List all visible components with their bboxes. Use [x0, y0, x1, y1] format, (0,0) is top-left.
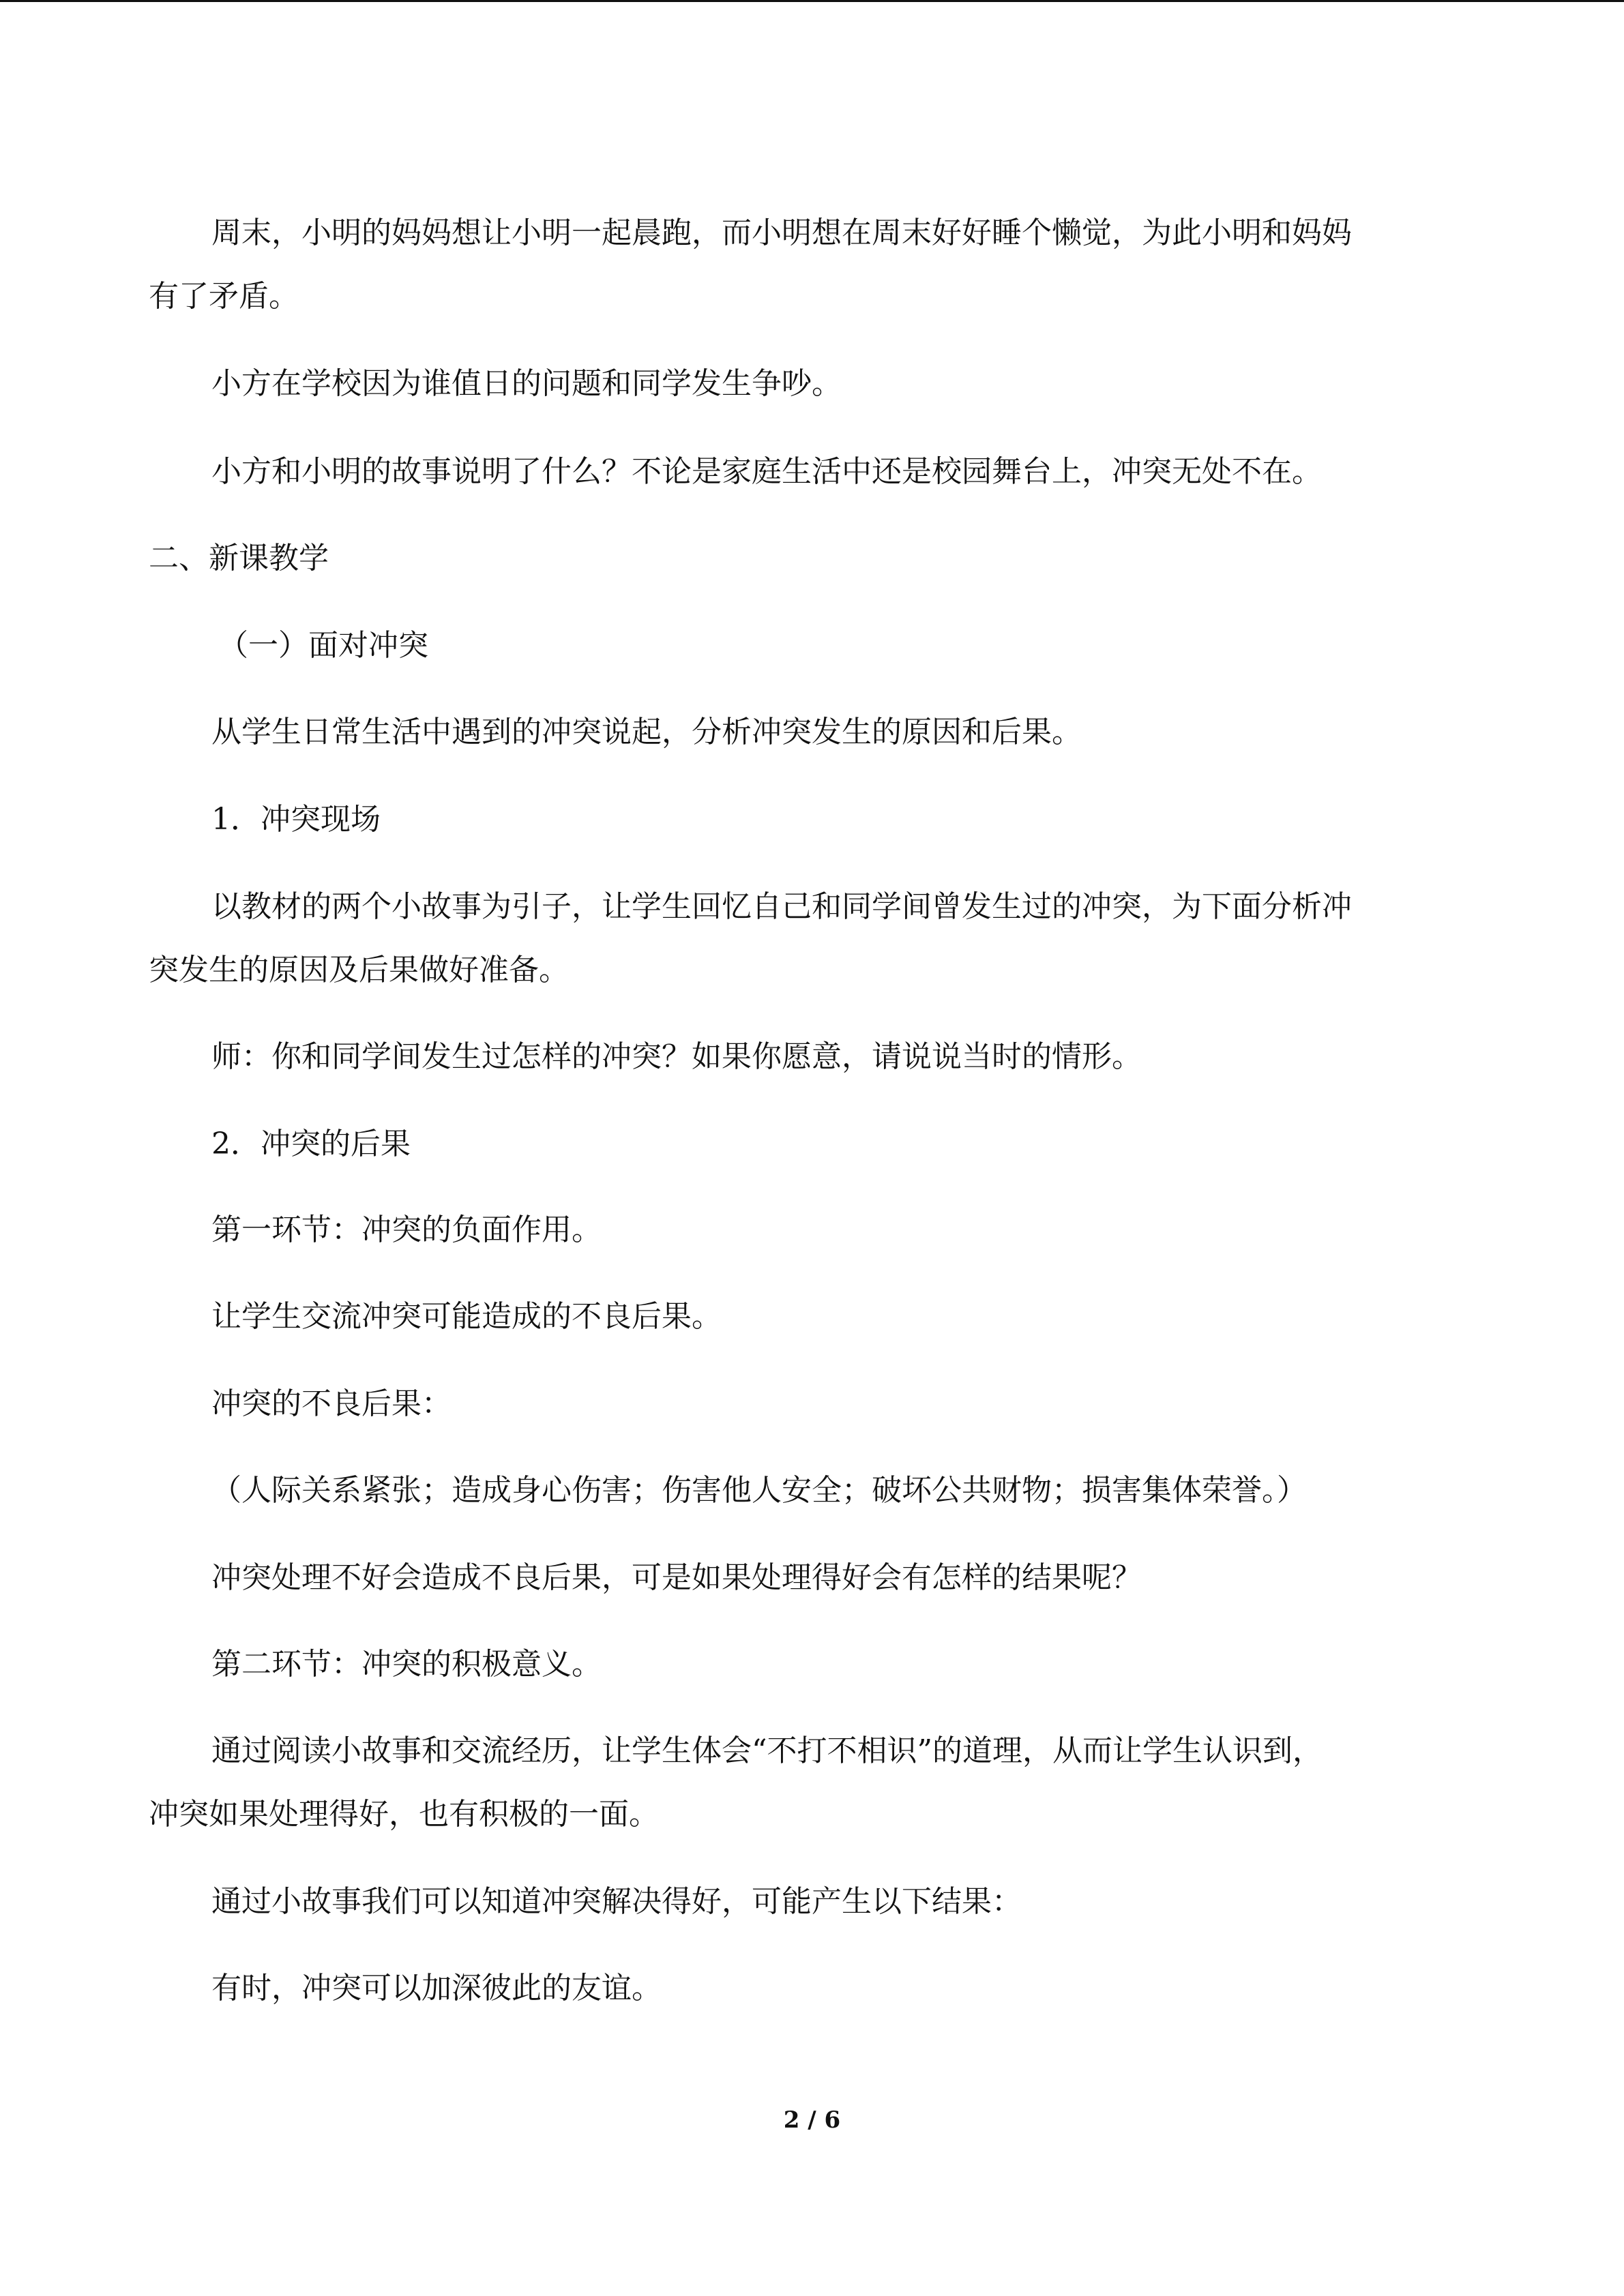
paragraph-reading-stories: 通过阅读小故事和交流经历，让学生体会“不打不相识”的道理，从而让学生认识到，	[211, 1733, 1323, 1768]
subsection-heading-facing-conflict: （一）面对冲突	[218, 628, 428, 663]
paragraph-xiaofang-story: 小方在学校因为谁值日的问题和同学发生争吵。	[211, 366, 842, 401]
item-heading-conflict-scene: 1．冲突现场	[211, 802, 381, 837]
paragraph-textbook-stories-continued: 突发生的原因及后果做好准备。	[149, 953, 569, 987]
paragraph-second-stage: 第二环节：冲突的积极意义。	[211, 1647, 602, 1682]
section-heading-new-lesson: 二、新课教学	[149, 541, 329, 576]
paragraph-weekend-story-continued: 有了矛盾。	[149, 279, 299, 314]
paragraph-textbook-stories: 以教材的两个小故事为引子，让学生回忆自己和同学间曾发生过的冲突，为下面分析冲	[211, 889, 1352, 924]
paragraph-student-exchange: 让学生交流冲突可能造成的不良后果。	[211, 1299, 722, 1334]
paragraph-first-stage: 第一环节：冲突的负面作用。	[211, 1212, 602, 1247]
paragraph-negative-results-list: （人际关系紧张；造成身心伤害；伤害他人安全；破坏公共财物；损害集体荣誉。）	[211, 1473, 1307, 1508]
item-heading-conflict-consequences: 2．冲突的后果	[211, 1127, 411, 1161]
paragraph-possible-results: 通过小故事我们可以知道冲突解决得好，可能产生以下结果：	[211, 1884, 1022, 1919]
paragraph-reading-stories-continued: 冲突如果处理得好，也有积极的一面。	[149, 1797, 659, 1832]
page-number: 2 / 6	[783, 2106, 841, 2134]
paragraph-negative-results-label: 冲突的不良后果：	[211, 1386, 452, 1421]
paragraph-story-meaning: 小方和小明的故事说明了什么？不论是家庭生活中还是校园舞台上，冲突无处不在。	[211, 454, 1322, 489]
paragraph-teacher-question: 师：你和同学间发生过怎样的冲突？如果你愿意，请说说当时的情形。	[211, 1039, 1142, 1074]
paragraph-conflict-intro: 从学生日常生活中遇到的冲突说起，分析冲突发生的原因和后果。	[211, 715, 1082, 749]
paragraph-handling-question: 冲突处理不好会造成不良后果，可是如果处理得好会有怎样的结果呢？	[211, 1560, 1142, 1595]
paragraph-weekend-story: 周末，小明的妈妈想让小明一起晨跑，而小明想在周末好好睡个懒觉，为此小明和妈妈	[211, 215, 1352, 250]
paragraph-deepen-friendship: 有时，冲突可以加深彼此的友谊。	[211, 1971, 662, 2006]
